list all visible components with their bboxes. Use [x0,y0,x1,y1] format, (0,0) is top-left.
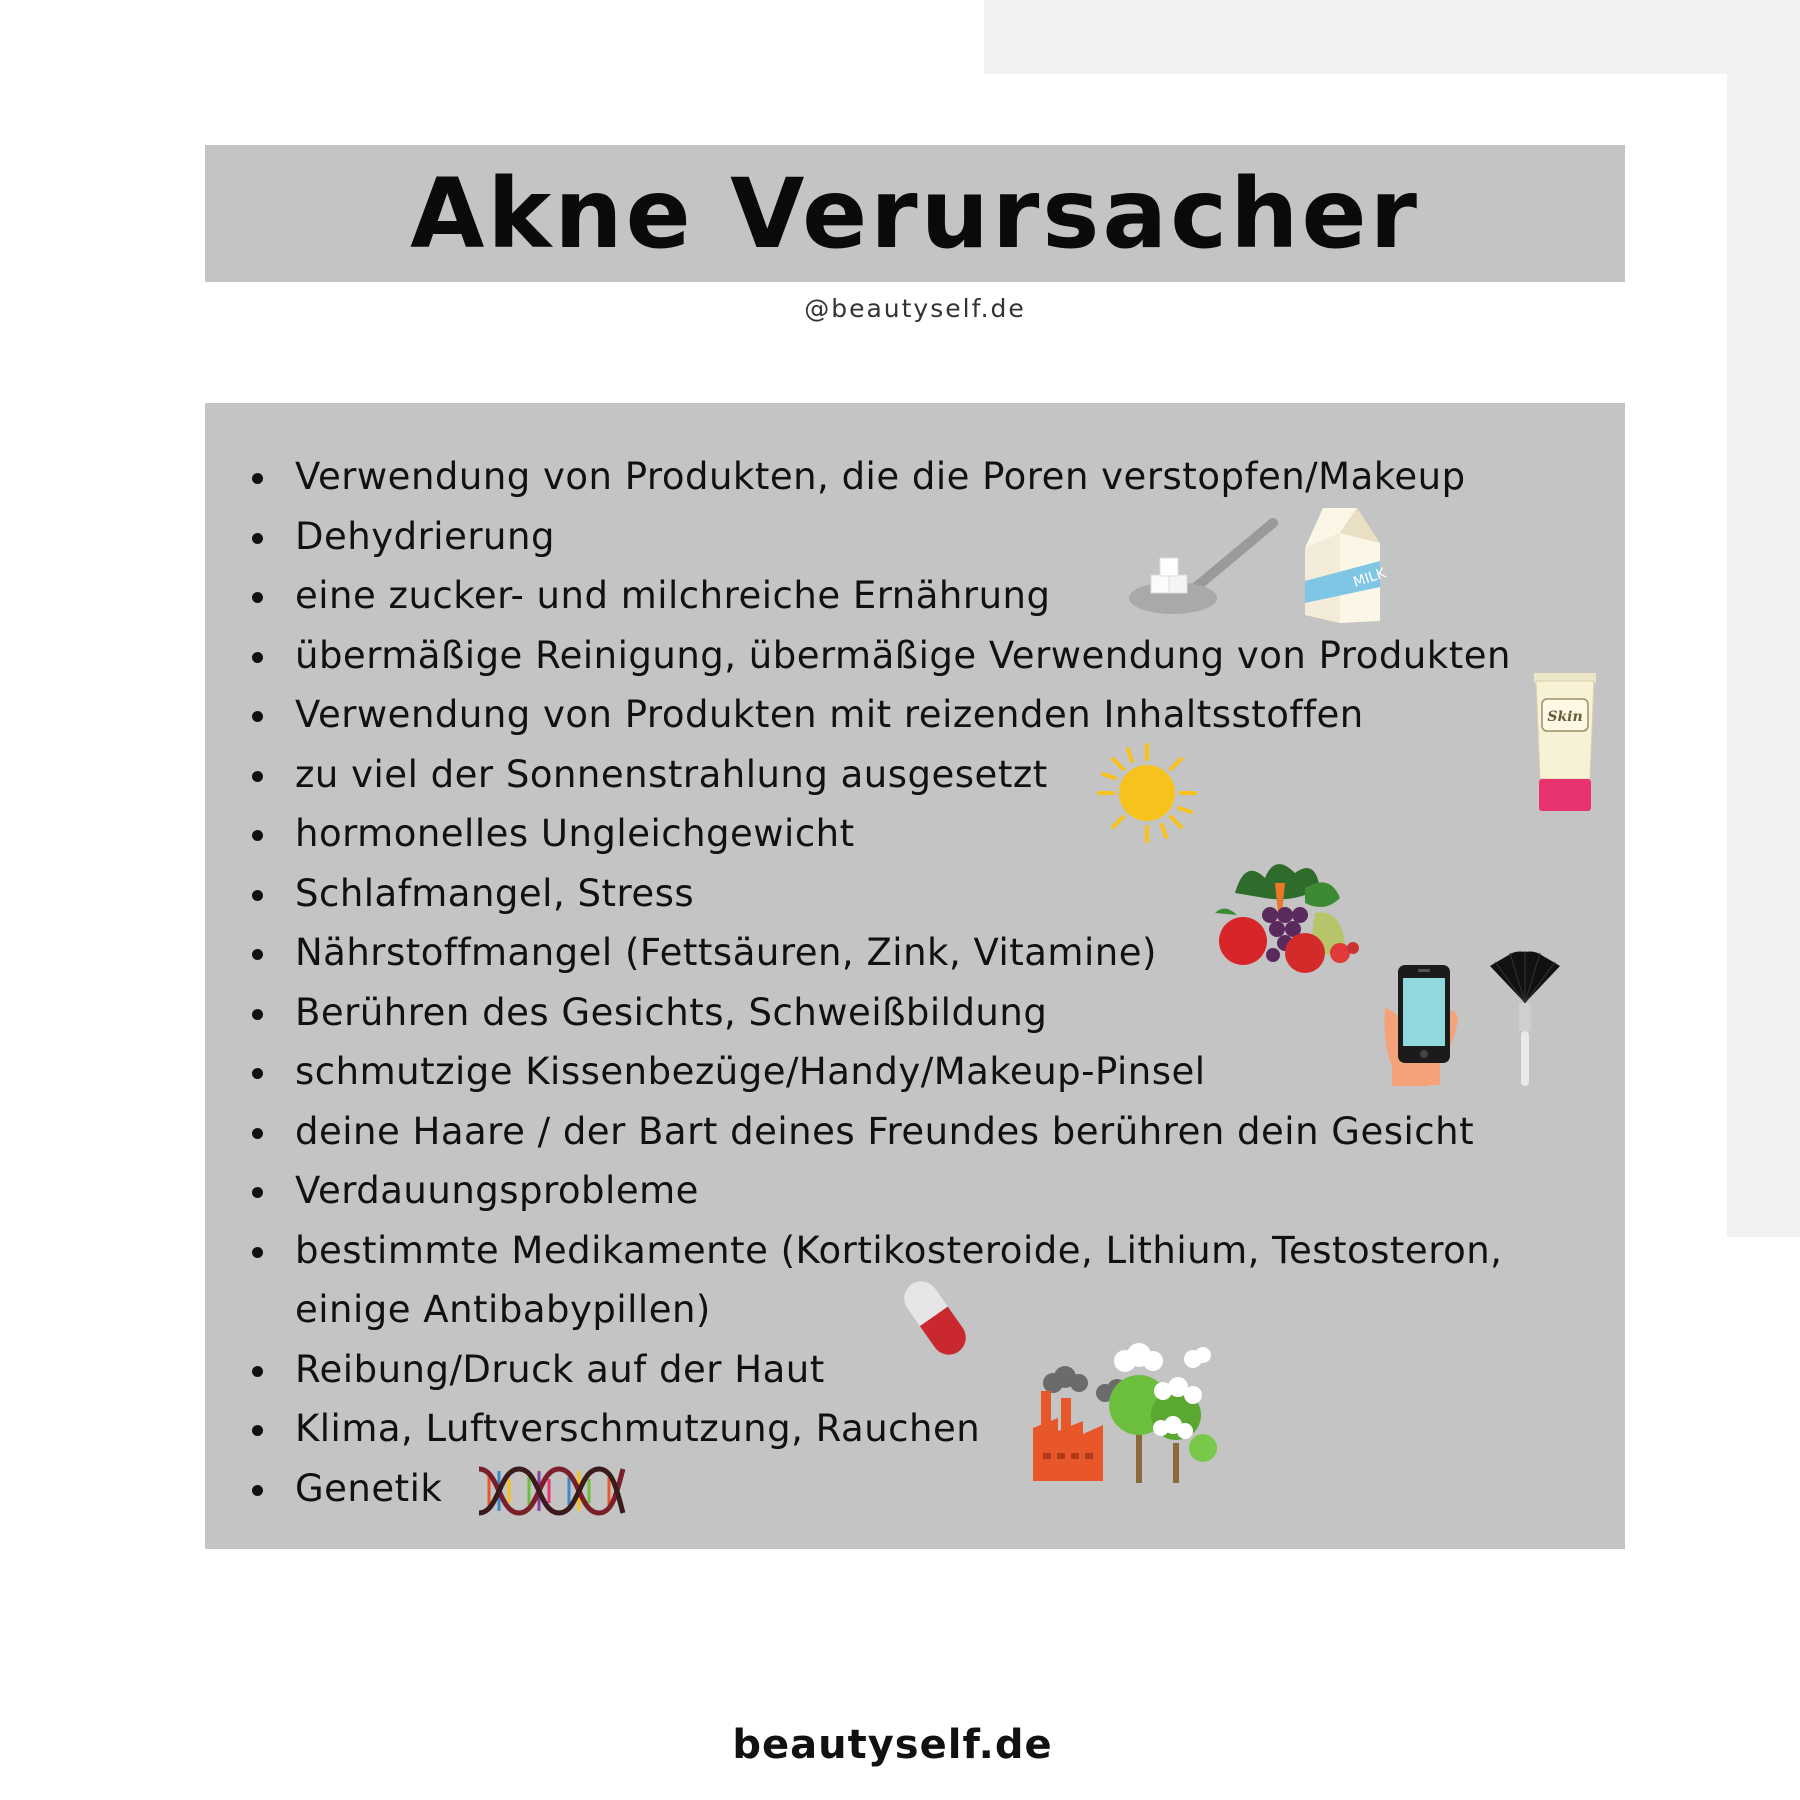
causes-panel [205,403,1625,1549]
list-item: übermäßige Reinigung, übermäßige Verwendung von Produkten [205,626,1625,686]
svg-text:MILK: MILK [1351,565,1388,591]
list-item: Dehydrierung [205,507,1625,567]
list-item: eine zucker- und milchreiche Ernährung [205,566,1625,626]
title-band [205,145,1625,282]
sun-icon [1095,741,1199,845]
list-item: Reibung/Druck auf der Haut [205,1340,1625,1400]
background-block-right [1727,74,1800,1237]
makeup-brush-icon [1485,948,1565,1088]
list-item: Verdauungsprobleme [205,1161,1625,1221]
list-item: schmutzige Kissenbezüge/Handy/Makeup-Pinsel [205,1042,1625,1102]
pill-capsule-icon [890,1268,980,1368]
factory-pollution-icon [1033,1343,1223,1483]
phone-in-hand-icon [1380,963,1470,1088]
list-item: hormonelles Ungleichgewicht [205,804,1625,864]
svg-text:Skin: Skin [1547,709,1583,725]
social-handle: @beautyself.de [804,294,1026,323]
list-item: bestimmte Medikamente (Kortikosteroide, Lithium, Testosteron, einige Antibabypillen) [205,1221,1625,1340]
sugar-spoon-icon [1125,513,1285,623]
fruits-vegetables-icon [1205,853,1365,983]
list-item: Berühren des Gesichts, Schweißbildung [205,983,1625,1043]
dna-helix-icon [475,1461,627,1521]
list-item: Genetik [205,1459,1625,1519]
list-item: Schlafmangel, Stress [205,864,1625,924]
list-item: zu viel der Sonnenstrahlung ausgesetzt [205,745,1625,805]
footer-brand: beautyself.de [732,1722,1053,1768]
background-block-top [984,0,1800,74]
list-item: Verwendung von Produkten mit reizenden Inhaltsstoffen [205,685,1625,745]
milk-carton-icon [1295,503,1390,628]
page-title: Akne Verursacher [410,157,1420,270]
list-item: deine Haare / der Bart deines Freundes berühren dein Gesicht [205,1102,1625,1162]
skin-cream-tube-icon [1530,671,1600,821]
list-item: Nährstoffmangel (Fettsäuren, Zink, Vitamine) [205,923,1625,983]
list-item: Verwendung von Produkten, die die Poren verstopfen/Makeup [205,447,1625,507]
list-item: Klima, Luftverschmutzung, Rauchen [205,1399,1625,1459]
